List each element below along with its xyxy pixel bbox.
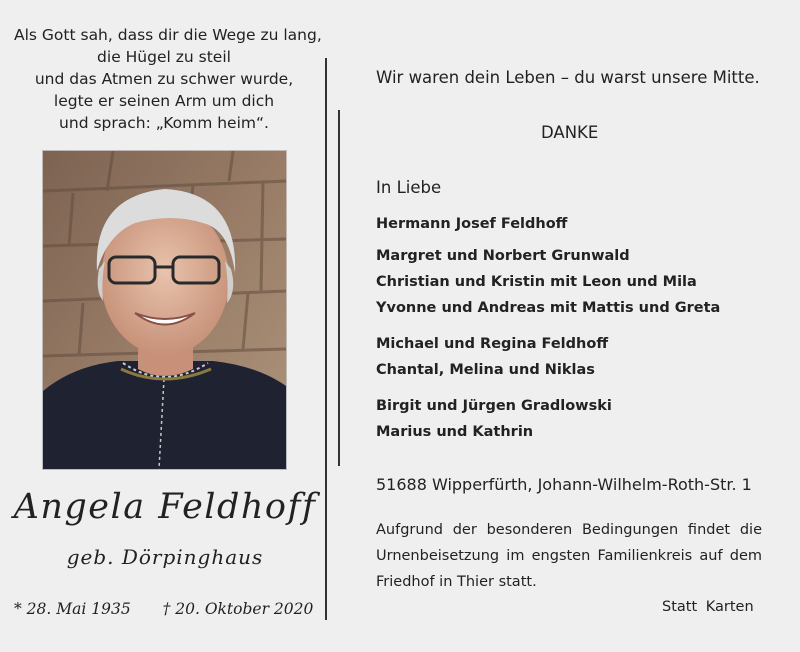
in-love-label: In Liebe bbox=[376, 178, 442, 197]
burial-notice: Aufgrund der besonderen Bedingungen findet die Urnenbeisetzung im engsten Familienkreis auf dem Friedhof in Thier statt. bbox=[376, 522, 762, 590]
motto: Wir waren dein Leben – du warst unsere Mitte. bbox=[376, 68, 760, 87]
poem-line: und das Atmen zu schwer wurde, bbox=[34, 70, 294, 88]
deceased-name: Angela Feldhoff bbox=[13, 487, 317, 527]
family-member: Chantal, Melina und Niklas bbox=[376, 362, 595, 378]
family-member: Michael und Regina Feldhoff bbox=[376, 336, 609, 352]
poem-line: und sprach: „Komm heim“. bbox=[59, 114, 269, 132]
thanks-heading: DANKE bbox=[541, 123, 599, 142]
divider-line-left bbox=[325, 58, 327, 620]
family-member: Christian und Kristin mit Leon und Mila bbox=[376, 274, 697, 290]
life-dates bbox=[14, 600, 324, 618]
address: 51688 Wipperfürth, Johann-Wilhelm-Roth-Str. 1 bbox=[376, 475, 752, 494]
family-member: Yvonne und Andreas mit Mattis und Greta bbox=[376, 300, 721, 316]
death-date: † 20. Oktober 2020 bbox=[162, 600, 314, 618]
poem-line: Als Gott sah, dass dir die Wege zu lang, bbox=[14, 26, 322, 44]
poem bbox=[14, 24, 322, 134]
portrait-photo-icon bbox=[43, 151, 286, 469]
family-member: Hermann Josef Feldhoff bbox=[376, 216, 568, 232]
poem-line: legte er seinen Arm um dich bbox=[53, 92, 275, 110]
closing-note: Statt Karten bbox=[662, 599, 754, 615]
birth-date: * 28. Mai 1935 bbox=[14, 600, 131, 618]
divider-line-right bbox=[338, 110, 340, 466]
poem-line: die Hügel zu steil bbox=[97, 48, 231, 66]
family-member: Birgit und Jürgen Gradlowski bbox=[376, 398, 612, 414]
family-member: Marius und Kathrin bbox=[376, 424, 534, 440]
birth-name: geb. Dörpinghaus bbox=[66, 545, 264, 569]
family-member: Margret und Norbert Grunwald bbox=[376, 248, 630, 264]
portrait-photo bbox=[42, 150, 287, 470]
